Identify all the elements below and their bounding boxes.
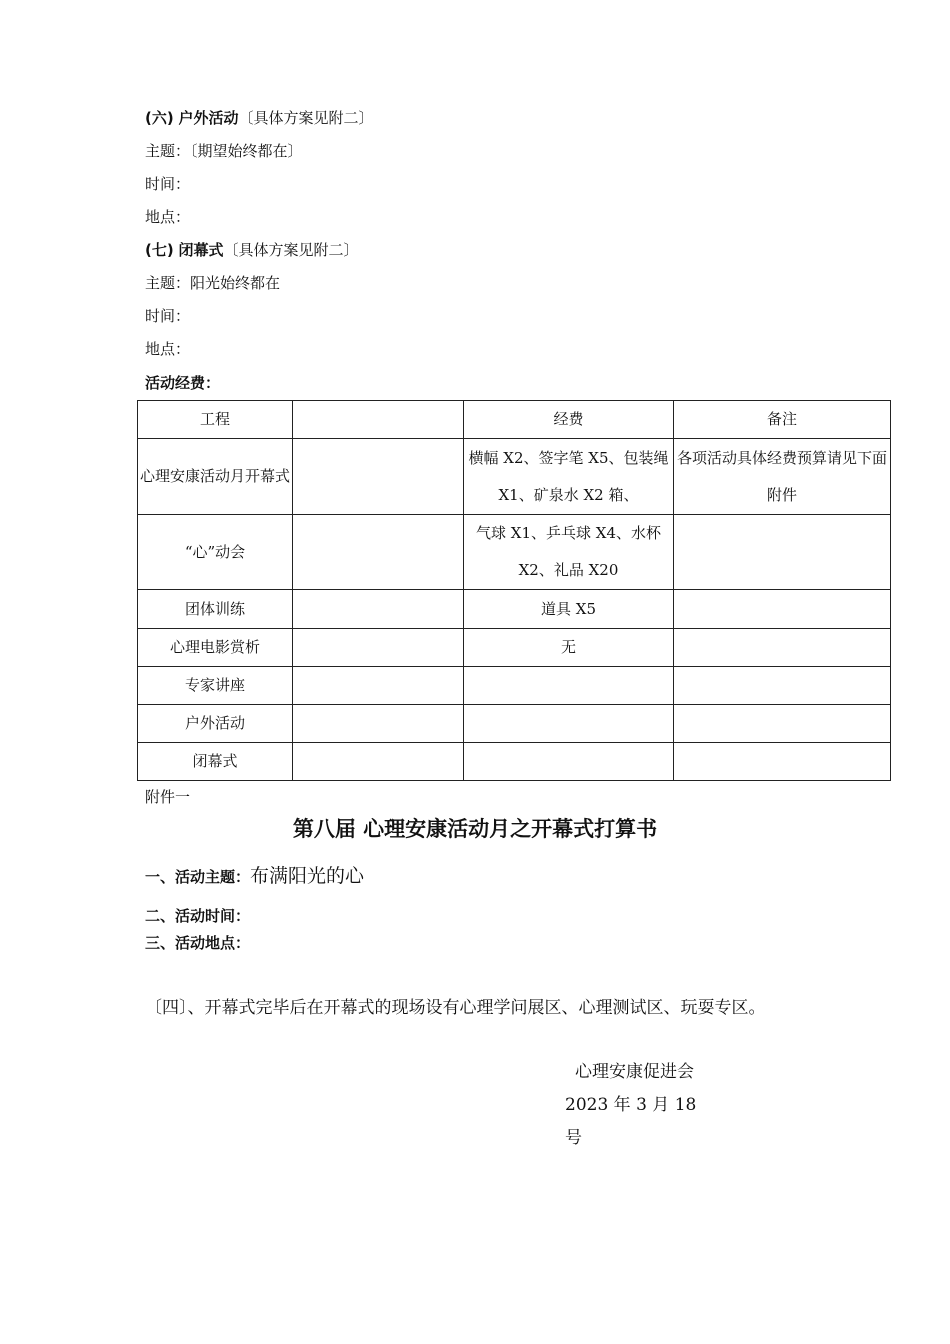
row-blank bbox=[293, 743, 464, 781]
row-cost bbox=[464, 667, 674, 705]
row-cost: 横幅 X2、签字笔 X5、包装绳 X1、矿泉水 X2 箱、 bbox=[464, 439, 674, 515]
row-blank bbox=[293, 590, 464, 629]
row-note bbox=[674, 629, 891, 667]
plan-time-label: 二、活动时间： bbox=[145, 907, 251, 925]
table-row bbox=[138, 515, 891, 590]
section-6-title: 户外活动 bbox=[178, 109, 239, 127]
header-note: 备注 bbox=[674, 401, 891, 439]
row-blank bbox=[293, 667, 464, 705]
section-6-heading bbox=[145, 108, 374, 128]
table-row bbox=[138, 743, 891, 781]
section-7-note: 〔具体方案见附二〕 bbox=[223, 241, 359, 259]
section-6-note: 〔具体方案见附二〕 bbox=[238, 109, 374, 127]
row-blank bbox=[293, 515, 464, 590]
row-item: 户外活动 bbox=[138, 705, 293, 743]
budget-table bbox=[137, 400, 891, 781]
row-note: 各项活动具体经费预算请见下面附件 bbox=[674, 439, 891, 515]
row-blank bbox=[293, 705, 464, 743]
section-7-heading bbox=[145, 240, 359, 260]
row-note bbox=[674, 590, 891, 629]
row-blank bbox=[293, 439, 464, 515]
section-7-number: (七) bbox=[145, 241, 174, 259]
plan-theme bbox=[145, 864, 364, 889]
section-7-time: 时间： bbox=[145, 307, 191, 325]
table-row bbox=[138, 667, 891, 705]
row-cost: 道具 X5 bbox=[464, 590, 674, 629]
header-cost: 经费 bbox=[464, 401, 674, 439]
row-note bbox=[674, 667, 891, 705]
closing-paragraph: 〔四〕、开幕式完毕后在开幕式的现场设有心理学问展区、心理测试区、玩耍专区。 bbox=[145, 998, 766, 1018]
row-note bbox=[674, 705, 891, 743]
row-item: 心理安康活动月开幕式 bbox=[138, 439, 293, 515]
attachment-label: 附件一 bbox=[145, 788, 191, 806]
section-6-time: 时间： bbox=[145, 175, 191, 193]
section-7-place: 地点： bbox=[145, 340, 191, 358]
row-item: 心理电影赏析 bbox=[138, 629, 293, 667]
section-7-theme: 主题：阳光始终都在 bbox=[145, 274, 281, 292]
row-item: 专家讲座 bbox=[138, 667, 293, 705]
table-row bbox=[138, 705, 891, 743]
row-item: 闭幕式 bbox=[138, 743, 293, 781]
header-blank bbox=[293, 401, 464, 439]
row-note bbox=[674, 515, 891, 590]
row-cost bbox=[464, 705, 674, 743]
row-item: “心”动会 bbox=[138, 515, 293, 590]
section-6-number: (六) bbox=[145, 109, 174, 127]
signature-org: 心理安康促进会 bbox=[575, 1062, 694, 1082]
attachment-title: 第八届 心理安康活动月之开幕式打算书 bbox=[292, 817, 658, 841]
row-cost bbox=[464, 743, 674, 781]
row-note bbox=[674, 743, 891, 781]
row-blank bbox=[293, 629, 464, 667]
section-6-theme: 主题：〔期望始终都在〕 bbox=[145, 142, 303, 160]
signature-date-suffix: 号 bbox=[565, 1128, 582, 1148]
budget-label: 活动经费： bbox=[145, 374, 221, 392]
signature-date: 2023 年 3 月 18 bbox=[565, 1095, 697, 1115]
table-header-row bbox=[138, 401, 891, 439]
header-project: 工程 bbox=[138, 401, 293, 439]
row-cost: 无 bbox=[464, 629, 674, 667]
plan-theme-value: 布满阳光的心 bbox=[250, 865, 365, 887]
row-cost: 气球 X1、乒乓球 X4、水杯 X2、礼品 X20 bbox=[464, 515, 674, 590]
plan-place-label: 三、活动地点： bbox=[145, 934, 251, 952]
section-6-place: 地点： bbox=[145, 208, 191, 226]
table-row bbox=[138, 629, 891, 667]
plan-theme-label: 一、活动主题： bbox=[145, 868, 251, 886]
table-row bbox=[138, 590, 891, 629]
table-row bbox=[138, 439, 891, 515]
row-item: 团体训练 bbox=[138, 590, 293, 629]
section-7-title: 闭幕式 bbox=[178, 241, 224, 259]
